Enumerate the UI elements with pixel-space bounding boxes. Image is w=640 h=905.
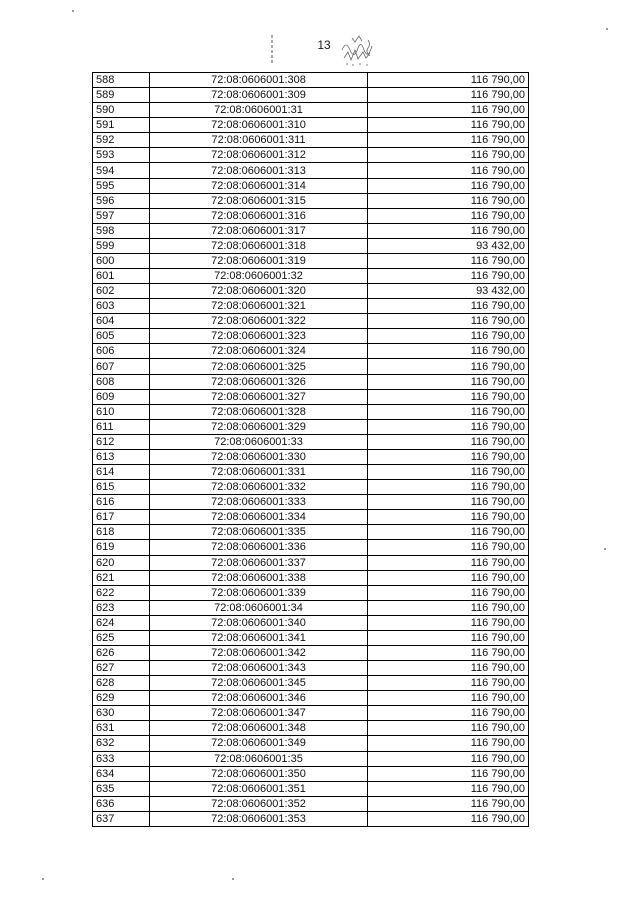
row-number-cell: 598 [93, 223, 150, 238]
cadastral-number-cell: 72:08:0606001:332 [150, 480, 368, 495]
cadastral-value-cell: 116 790,00 [368, 600, 529, 615]
cadastral-number-cell: 72:08:0606001:312 [150, 148, 368, 163]
row-number-cell: 590 [93, 103, 150, 118]
row-number-cell: 591 [93, 118, 150, 133]
row-number-cell: 594 [93, 163, 150, 178]
cadastral-number-cell: 72:08:0606001:347 [150, 706, 368, 721]
cadastral-number-cell: 72:08:0606001:320 [150, 284, 368, 299]
cadastral-value-cell: 116 790,00 [368, 585, 529, 600]
cadastral-number-cell: 72:08:0606001:340 [150, 615, 368, 630]
cadastral-number-cell: 72:08:0606001:317 [150, 223, 368, 238]
row-number-cell: 626 [93, 645, 150, 660]
table-row [93, 510, 529, 525]
cadastral-value-cell: 116 790,00 [368, 645, 529, 660]
cadastral-value-cell: 116 790,00 [368, 811, 529, 826]
row-number-cell: 605 [93, 329, 150, 344]
cadastral-number-cell: 72:08:0606001:32 [150, 269, 368, 284]
row-number-cell: 623 [93, 600, 150, 615]
table-row [93, 676, 529, 691]
table-row [93, 585, 529, 600]
table-row [93, 781, 529, 796]
scan-speck [42, 878, 44, 880]
table-row [93, 314, 529, 329]
cadastral-value-cell: 116 790,00 [368, 419, 529, 434]
cadastral-value-cell: 116 790,00 [368, 359, 529, 374]
row-number-cell: 606 [93, 344, 150, 359]
cadastral-value-cell: 116 790,00 [368, 781, 529, 796]
row-number-cell: 608 [93, 374, 150, 389]
table-row [93, 163, 529, 178]
cadastral-number-cell: 72:08:0606001:343 [150, 661, 368, 676]
row-number-cell: 589 [93, 88, 150, 103]
cadastral-value-cell: 116 790,00 [368, 133, 529, 148]
table-row [93, 736, 529, 751]
cadastral-value-cell: 116 790,00 [368, 118, 529, 133]
cadastral-number-cell: 72:08:0606001:339 [150, 585, 368, 600]
cadastral-value-cell: 93 432,00 [368, 284, 529, 299]
table-row [93, 570, 529, 585]
cadastral-value-cell: 116 790,00 [368, 540, 529, 555]
cadastral-value-cell: 116 790,00 [368, 253, 529, 268]
cadastral-number-cell: 72:08:0606001:349 [150, 736, 368, 751]
table-row [93, 344, 529, 359]
cadastral-number-cell: 72:08:0606001:33 [150, 434, 368, 449]
table-row [93, 253, 529, 268]
cadastral-value-cell: 116 790,00 [368, 630, 529, 645]
cadastral-value-cell: 116 790,00 [368, 223, 529, 238]
row-number-cell: 602 [93, 284, 150, 299]
row-number-cell: 599 [93, 238, 150, 253]
row-number-cell: 629 [93, 691, 150, 706]
cadastral-value-cell: 116 790,00 [368, 751, 529, 766]
cadastral-value-cell: 116 790,00 [368, 344, 529, 359]
cadastral-number-cell: 72:08:0606001:326 [150, 374, 368, 389]
row-number-cell: 614 [93, 465, 150, 480]
row-number-cell: 603 [93, 299, 150, 314]
cadastral-value-cell: 116 790,00 [368, 103, 529, 118]
cadastral-value-cell: 93 432,00 [368, 238, 529, 253]
row-number-cell: 611 [93, 419, 150, 434]
table-row [93, 193, 529, 208]
cadastral-value-cell: 116 790,00 [368, 163, 529, 178]
table-row [93, 766, 529, 781]
row-number-cell: 635 [93, 781, 150, 796]
cadastral-value-cell: 116 790,00 [368, 299, 529, 314]
table-row [93, 465, 529, 480]
cadastral-value-cell: 116 790,00 [368, 389, 529, 404]
row-number-cell: 633 [93, 751, 150, 766]
cadastral-number-cell: 72:08:0606001:353 [150, 811, 368, 826]
cadastral-value-cell: 116 790,00 [368, 329, 529, 344]
scan-speck [606, 28, 608, 30]
row-number-cell: 588 [93, 73, 150, 88]
cadastral-number-cell: 72:08:0606001:324 [150, 344, 368, 359]
row-number-cell: 627 [93, 661, 150, 676]
table-row [93, 449, 529, 464]
cadastral-number-cell: 72:08:0606001:335 [150, 525, 368, 540]
cadastral-number-cell: 72:08:0606001:325 [150, 359, 368, 374]
cadastral-value-cell: 116 790,00 [368, 525, 529, 540]
row-number-cell: 601 [93, 269, 150, 284]
cadastral-number-cell: 72:08:0606001:336 [150, 540, 368, 555]
cadastral-number-cell: 72:08:0606001:328 [150, 404, 368, 419]
cadastral-value-cell: 116 790,00 [368, 314, 529, 329]
cadastral-number-cell: 72:08:0606001:321 [150, 299, 368, 314]
table-row [93, 178, 529, 193]
table-row [93, 133, 529, 148]
row-number-cell: 612 [93, 434, 150, 449]
table-row [93, 706, 529, 721]
cadastral-number-cell: 72:08:0606001:31 [150, 103, 368, 118]
cadastral-value-cell: 116 790,00 [368, 691, 529, 706]
cadastral-value-cell: 116 790,00 [368, 570, 529, 585]
row-number-cell: 620 [93, 555, 150, 570]
cadastral-number-cell: 72:08:0606001:352 [150, 796, 368, 811]
cadastral-number-cell: 72:08:0606001:311 [150, 133, 368, 148]
cadastral-value-cell: 116 790,00 [368, 480, 529, 495]
cadastral-value-cell: 116 790,00 [368, 510, 529, 525]
row-number-cell: 618 [93, 525, 150, 540]
row-number-cell: 619 [93, 540, 150, 555]
cadastral-value-cell: 116 790,00 [368, 736, 529, 751]
cadastral-value-cell: 116 790,00 [368, 766, 529, 781]
table-row [93, 269, 529, 284]
row-number-cell: 628 [93, 676, 150, 691]
table-row [93, 73, 529, 88]
cadastral-value-cell: 116 790,00 [368, 148, 529, 163]
row-number-cell: 596 [93, 193, 150, 208]
table-row [93, 238, 529, 253]
cadastral-value-cell: 116 790,00 [368, 465, 529, 480]
cadastral-number-cell: 72:08:0606001:348 [150, 721, 368, 736]
table-row [93, 419, 529, 434]
table-row [93, 555, 529, 570]
cadastral-number-cell: 72:08:0606001:329 [150, 419, 368, 434]
table-row [93, 811, 529, 826]
row-number-cell: 637 [93, 811, 150, 826]
cadastral-value-cell: 116 790,00 [368, 208, 529, 223]
row-number-cell: 609 [93, 389, 150, 404]
table-row [93, 299, 529, 314]
cadastral-number-cell: 72:08:0606001:34 [150, 600, 368, 615]
cadastral-number-cell: 72:08:0606001:350 [150, 766, 368, 781]
cadastral-number-cell: 72:08:0606001:314 [150, 178, 368, 193]
cadastral-number-cell: 72:08:0606001:319 [150, 253, 368, 268]
cadastral-value-cell: 116 790,00 [368, 88, 529, 103]
row-number-cell: 600 [93, 253, 150, 268]
table-row [93, 630, 529, 645]
row-number-cell: 613 [93, 449, 150, 464]
cadastral-value-cell: 116 790,00 [368, 404, 529, 419]
table-row [93, 721, 529, 736]
cadastral-number-cell: 72:08:0606001:342 [150, 645, 368, 660]
row-number-cell: 604 [93, 314, 150, 329]
table-row [93, 359, 529, 374]
cadastral-value-cell: 116 790,00 [368, 676, 529, 691]
cadastral-number-cell: 72:08:0606001:333 [150, 495, 368, 510]
row-number-cell: 610 [93, 404, 150, 419]
row-number-cell: 636 [93, 796, 150, 811]
table-row [93, 540, 529, 555]
cadastral-number-cell: 72:08:0606001:316 [150, 208, 368, 223]
cadastral-value-cell: 116 790,00 [368, 73, 529, 88]
row-number-cell: 616 [93, 495, 150, 510]
stamp-mark [338, 30, 380, 68]
table-row [93, 525, 529, 540]
table-row [93, 389, 529, 404]
table-row [93, 480, 529, 495]
table-row [93, 148, 529, 163]
cadastral-number-cell: 72:08:0606001:346 [150, 691, 368, 706]
cadastral-value-cell: 116 790,00 [368, 178, 529, 193]
table-row [93, 434, 529, 449]
table-row [93, 103, 529, 118]
cadastral-number-cell: 72:08:0606001:327 [150, 389, 368, 404]
table-row [93, 661, 529, 676]
scan-speck [72, 10, 74, 12]
cadastral-value-cell: 116 790,00 [368, 449, 529, 464]
row-number-cell: 593 [93, 148, 150, 163]
binder-mark [270, 35, 274, 65]
cadastral-value-cell: 116 790,00 [368, 269, 529, 284]
cadastral-number-cell: 72:08:0606001:331 [150, 465, 368, 480]
table-row [93, 208, 529, 223]
table-row [93, 600, 529, 615]
table-row [93, 118, 529, 133]
cadastral-number-cell: 72:08:0606001:330 [150, 449, 368, 464]
table-row [93, 796, 529, 811]
row-number-cell: 630 [93, 706, 150, 721]
cadastral-value-cell: 116 790,00 [368, 495, 529, 510]
cadastral-value-cell: 116 790,00 [368, 555, 529, 570]
page-number: 13 [317, 38, 331, 52]
cadastral-value-cell: 116 790,00 [368, 193, 529, 208]
cadastral-number-cell: 72:08:0606001:351 [150, 781, 368, 796]
cadastral-number-cell: 72:08:0606001:345 [150, 676, 368, 691]
scan-speck [604, 548, 606, 550]
row-number-cell: 597 [93, 208, 150, 223]
cadastral-number-cell: 72:08:0606001:323 [150, 329, 368, 344]
row-number-cell: 631 [93, 721, 150, 736]
table-row [93, 495, 529, 510]
cadastral-value-cell: 116 790,00 [368, 615, 529, 630]
cadastral-number-cell: 72:08:0606001:310 [150, 118, 368, 133]
row-number-cell: 625 [93, 630, 150, 645]
table-row [93, 404, 529, 419]
row-number-cell: 592 [93, 133, 150, 148]
cadastral-value-cell: 116 790,00 [368, 721, 529, 736]
register-table-body [93, 73, 529, 827]
row-number-cell: 622 [93, 585, 150, 600]
cadastral-number-cell: 72:08:0606001:338 [150, 570, 368, 585]
row-number-cell: 615 [93, 480, 150, 495]
cadastral-number-cell: 72:08:0606001:309 [150, 88, 368, 103]
cadastral-value-cell: 116 790,00 [368, 661, 529, 676]
table-row [93, 374, 529, 389]
table-row [93, 329, 529, 344]
cadastral-number-cell: 72:08:0606001:315 [150, 193, 368, 208]
table-row [93, 284, 529, 299]
cadastral-number-cell: 72:08:0606001:308 [150, 73, 368, 88]
row-number-cell: 624 [93, 615, 150, 630]
cadastral-number-cell: 72:08:0606001:337 [150, 555, 368, 570]
row-number-cell: 632 [93, 736, 150, 751]
cadastral-number-cell: 72:08:0606001:313 [150, 163, 368, 178]
cadastral-number-cell: 72:08:0606001:341 [150, 630, 368, 645]
row-number-cell: 634 [93, 766, 150, 781]
table-row [93, 691, 529, 706]
table-row [93, 88, 529, 103]
table-row [93, 751, 529, 766]
table-row [93, 645, 529, 660]
table-row [93, 615, 529, 630]
cadastral-number-cell: 72:08:0606001:334 [150, 510, 368, 525]
scan-speck [232, 878, 234, 880]
table-row [93, 223, 529, 238]
cadastral-value-cell: 116 790,00 [368, 796, 529, 811]
row-number-cell: 607 [93, 359, 150, 374]
cadastral-value-cell: 116 790,00 [368, 434, 529, 449]
row-number-cell: 617 [93, 510, 150, 525]
cadastral-number-cell: 72:08:0606001:318 [150, 238, 368, 253]
row-number-cell: 621 [93, 570, 150, 585]
cadastral-value-cell: 116 790,00 [368, 374, 529, 389]
cadastral-number-cell: 72:08:0606001:35 [150, 751, 368, 766]
row-number-cell: 595 [93, 178, 150, 193]
cadastral-value-cell: 116 790,00 [368, 706, 529, 721]
register-table [92, 72, 529, 827]
cadastral-number-cell: 72:08:0606001:322 [150, 314, 368, 329]
